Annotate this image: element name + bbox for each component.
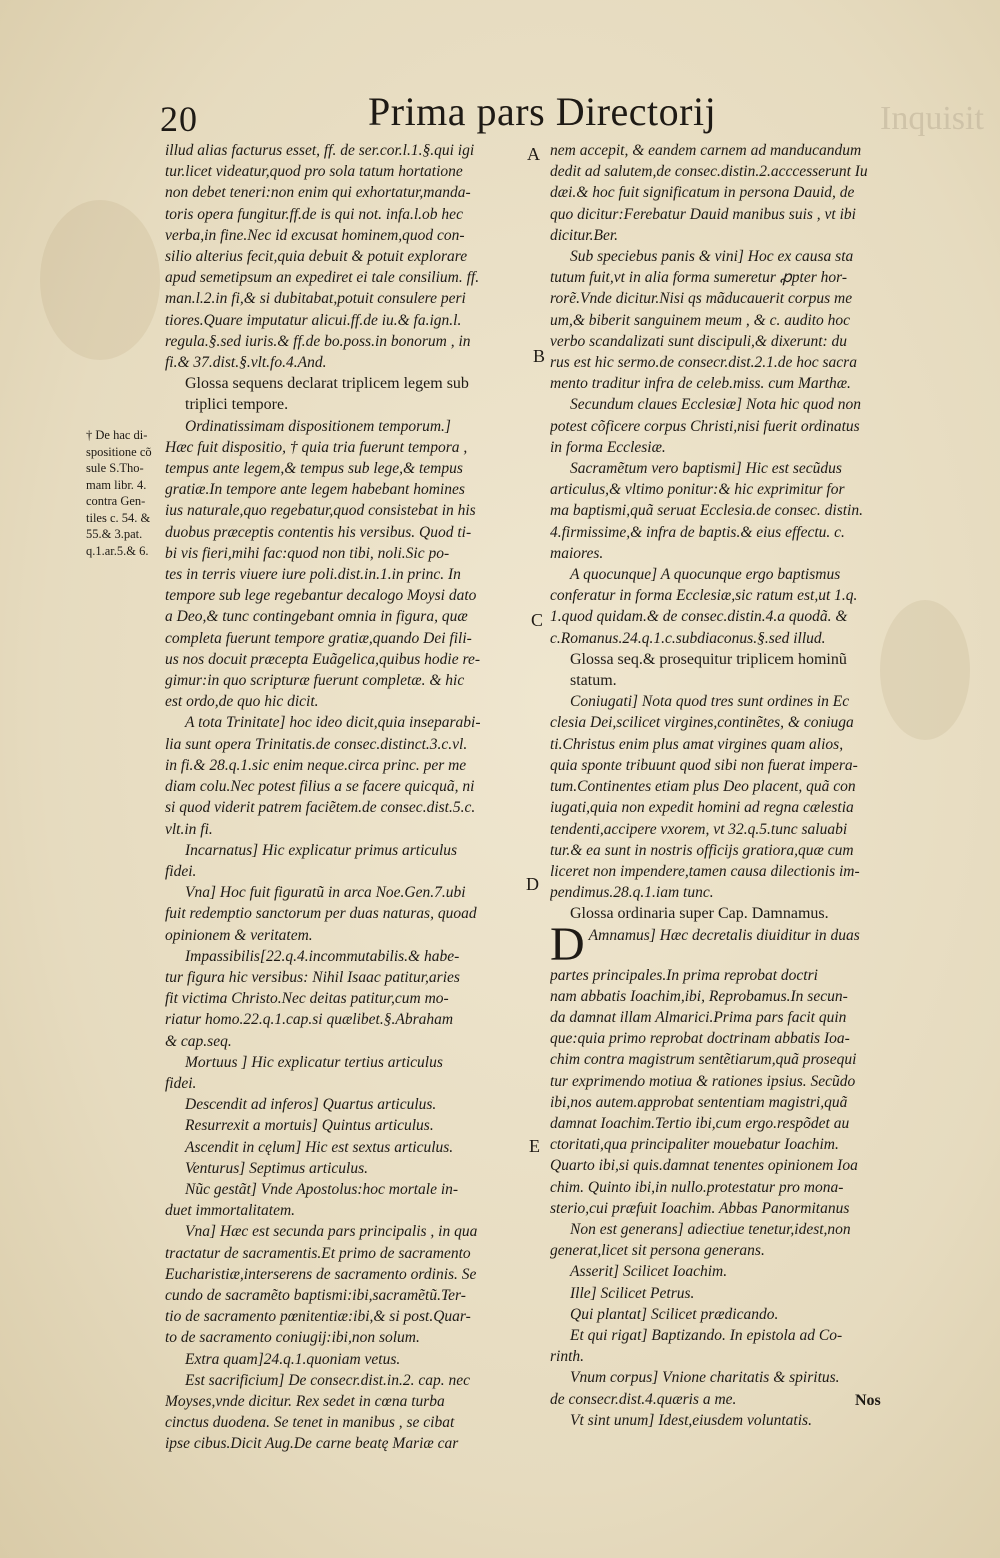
text-line: duet immortalitatem. [165,1202,296,1220]
text-line: que:quia primo reprobat doctrinam abbatis Ioa- [550,1030,850,1048]
text-line: rus est hic sermo.de consecr.dist.2.1.de hoc sacra [550,354,857,372]
text-line: A quocunque] A quocunque ergo baptismus [570,566,841,584]
text-line: si quod viderit patrem faciẽtem.de consec.dist.5.c. [165,799,476,817]
text-line: duobus præceptis contentis his versibus. Quod ti- [165,523,472,541]
text-line: quo dicitur:Ferebatur Dauid manibus suis , vt ibi [550,205,856,223]
text-line: Vnum corpus] Vnione charitatis & spiritus. [570,1369,840,1387]
text-line: illud alias facturus esset, ff. de ser.cor.l.1.§.qui igi [165,142,475,159]
text-line: gimur:in quo scripturæ fuerunt completæ. & hic [165,672,465,690]
right-column [550,140,910,1431]
text-line: Et qui rigat] Baptizando. In epistola ad Co- [570,1326,843,1344]
left-column [165,140,520,1455]
text-line: clesia Dei,scilicet virgines,continẽtes, & coniuga [550,714,854,732]
text-line: da damnat illam Almarici.Prima pars facit quin [550,1008,847,1026]
text-line: tempore sub lege regebantur decalogo Moysi dato [165,587,477,605]
margin-note-line: spositione cõ [86,444,152,459]
text-line [550,925,910,965]
running-title: Prima pars Directorij [368,89,717,134]
text-line: opinionem & veritatem. [165,926,313,944]
text-line: diam colu.Nec potest filius a se facere quicquã, ni [165,778,475,796]
text-line: pendimus.28.q.1.iam tunc. [550,884,714,902]
text-line: liceret non impendere,tamen causa dilectionis im- [550,862,860,880]
section-letter-d: D [526,874,539,894]
drop-initial: D [550,924,585,965]
text-line: Qui plantat] Scilicet prædicando. [570,1305,779,1323]
margin-note-line: mam libr. 4. [86,477,147,492]
text-line: bi vis fieri,mihi fac:quod non tibi, noli.Sic po- [165,544,450,562]
text-line: dicitur.Ber. [550,226,619,244]
text-line: cundo de sacramẽto baptismi:ibi,sacramẽtũ.Ter- [165,1286,466,1304]
text-line: Impassibilis[22.q.4.incommutabilis.& habe- [185,947,460,965]
text-line: & cap.seq. [165,1032,232,1050]
text-line: Vt sint unum] Idest,eiusdem voluntatis. [570,1411,812,1429]
text-line: Incarnatus] Hic explicatur primus articulus [185,841,458,859]
text-line: silio alterius fecit,quia debuit & potuit explorare [165,248,468,266]
text-line: Vna] Hæc est secunda pars principalis , in qua [185,1223,478,1241]
text-line: completa fuerunt tempore gratiæ,quando Dei fili- [165,629,472,647]
margin-note-line: tiles c. 54. & [86,510,151,525]
gloss-heading: triplici tempore. [185,396,289,414]
text-line: fi.& 37.dist.§.vlt.fo.4.And. [165,354,327,372]
section-letter-b: B [533,346,546,366]
section-letter-a: A [527,144,540,164]
text-line: a Deo,& tunc contingebant omnia in figura, quæ [165,608,468,626]
text-line: A tota Trinitate] hoc ideo dicit,quia inseparabi- [185,714,481,732]
margin-note-line: sule S.Tho- [86,461,144,475]
text-line: Hæc fuit dispositio, † quia tria fuerunt tempora , [165,438,468,456]
text-line: Mortuus ] Hic explicatur tertius articulus [185,1053,443,1071]
text-line: chim contra magistrum sentẽtiarum,quã prosequi [550,1051,857,1069]
text-line: toris opera fungitur.ff.de is qui not. infa.l.ob hec [165,205,463,223]
text-line: regula.§.sed iuris.& ff.de bo.poss.in bonorum , in [165,332,471,350]
text-line: Resurrexit a mortuis] Quintus articulus. [185,1117,434,1135]
text-line: gratiæ.In tempore ante legem habebant homines [165,481,465,499]
text-line: potest cõficere corpus Christi,nisi fuerit ordinatus [550,417,860,435]
paper-stain [40,200,160,360]
text-line: nem accepit, & eandem carnem ad manducandum [550,142,862,159]
text-line: verbo scandalizati sunt discipuli,& dixerunt: du [550,332,848,350]
text-line: mento traditur infra de celeb.miss. cum Marthæ. [550,375,851,393]
text-line: fidei. [165,1074,197,1092]
gloss-heading: Glossa ordinaria super Cap. Damnamus. [570,905,829,923]
text-line: cinctus duodena. Se tenet in manibus , se cibat [165,1414,455,1432]
text-line: us nos docuit præcepta Euãgelica,quibus hodie re- [165,650,480,668]
text-line: sterio,cui præfuit Ioachim. Abbas Panormitanus [550,1199,850,1217]
text-line: tractatur de sacramentis.Et primo de sacramento [165,1244,471,1262]
gloss-heading: Glossa seq.& prosequitur triplicem hominũ [570,650,847,668]
section-letter-e: E [529,1136,540,1156]
text-line: Descendit ad inferos] Quartus articulus. [185,1096,437,1114]
text-line: ipse cibus.Dicit Aug.De carne beatę Mariæ car [165,1435,459,1453]
text-line-content: Amnamus] Hæc decretalis diuiditur in duas [588,926,860,944]
text-line: riatur homo.22.q.1.cap.si quælibet.§.Abraham [165,1011,454,1029]
text-line: tur figura hic versibus: Nihil Isaac patitur,aries [165,968,460,986]
text-line: iugati,quia non expedit homini ad regna cælestia [550,799,854,817]
text-line: c.Romanus.24.q.1.c.subdiaconus.§.sed illud. [550,629,826,647]
text-line: ius naturale,quo regebatur,quod consistebat in his [165,502,476,520]
text-line: Nũc gestãt] Vnde Apostolus:hoc mortale in- [185,1180,459,1198]
text-line: ma baptismi,quã seruat Ecclesia.de consec. distin. [550,502,863,520]
text-line: est ordo,de quo hic dicit. [165,693,319,711]
text-line: tio de sacramento pœnitentiæ:ibi,& si post.Quar- [165,1308,471,1326]
text-line: Coniugati] Nota quod tres sunt ordines in Ec [570,693,850,711]
text-line: in forma Ecclesiæ. [550,438,666,456]
text-line: conferatur in forma Ecclesiæ,sic ratum est,ut 1.q. [550,587,858,605]
text-line: Ordinatissimam dispositionem temporum.] [185,417,451,435]
text-line: Sacramẽtum vero baptismi] Hic est secũdus [570,460,842,478]
text-line: Ascendit in cęlum] Hic est sextus articulus. [185,1138,454,1156]
page-number: 20 [160,99,198,139]
text-line: rinth. [550,1348,585,1366]
text-line: Non est generans] adiectiue tenetur,idest,non [570,1220,851,1238]
text-line: um,& biberit sanguinem meum , & c. audito hoc [550,311,851,329]
text-line: 4.firmissime,& infra de baptis.& eius effectu. c. [550,523,845,541]
margin-note [86,427,166,559]
text-line: tutum fuit,vt in alia forma sumeretur ꝓpter hor- [550,269,847,287]
text-line: Asserit] Scilicet Ioachim. [570,1263,728,1281]
text-line: ctoritati,qua principaliter mouebatur Ioachim. [550,1136,839,1154]
text-line: Vna] Hoc fuit figuratũ in arca Noe.Gen.7.ubi [185,884,466,902]
text-line: fuit redemptio sanctorum per duas naturas, quoad [165,905,477,923]
text-line: partes principales.In prima reprobat doctri [550,966,818,984]
text-line: vlt.in fi. [165,820,213,838]
text-line: Quarto ibi,si quis.damnat tenentes opinionem Ioa [550,1157,858,1175]
text-line: tur.licet videatur,quod pro sola tatum hortatione [165,163,463,181]
text-line: articulus,& vltimo ponitur:& hic exprimitur for [550,481,845,499]
text-line: verba,in fine.Nec id excusat hominem,quod con- [165,226,465,244]
text-line: maiores. [550,544,604,562]
text-line: man.l.2.in fi,& si dubitabat,potuit consulere peri [165,290,466,308]
text-line: Ille] Scilicet Petrus. [570,1284,695,1302]
catchword: Nos [855,1392,881,1409]
text-line: nam abbatis Ioachim,ibi, Reprobamus.In secun- [550,987,848,1005]
text-line: tes in terris viuere iure poli.dist.in.1.in princ. In [165,566,461,584]
text-line: fidei. [165,862,197,880]
margin-note-line: q.1.ar.5.& 6. [86,543,149,558]
text-line: non debet teneri:non enim qui exhortatur,manda- [165,184,471,202]
text-line: de consecr.dist.4.quæris a me. [550,1390,737,1408]
bleed-through-text: Inquisit [880,100,984,137]
text-line: ti.Christus enim plus amat virgines quam alios, [550,735,844,753]
text-line: to de sacramento coniugij:ibi,non solum. [165,1329,420,1347]
text-line: apud semetipsum an expediret ei tale consilium. ff. [165,269,480,287]
section-letter-c: C [531,610,544,630]
text-line: rorẽ.Vnde dicitur.Nisi qs mãducauerit corpus me [550,290,853,308]
text-line: Eucharistiæ,interserens de sacramento ordinis. Se [165,1265,477,1283]
text-line: dedit ad salutem,de consec.distin.2.acccesserunt Iu [550,163,868,181]
text-line: tiores.Quare imputatur alicui.ff.de iu.& fa.ign.l. [165,311,462,329]
text-line: Venturus] Septimus articulus. [185,1159,368,1177]
text-line: 1.quod quidam.& de consec.distin.4.a quodã. & [550,608,848,626]
text-line: Moyses,vnde dicitur. Rex sedet in cœna turba [165,1392,445,1410]
page-header [160,88,984,139]
margin-note-line: 55.& 3.pat. [86,527,143,541]
text-line: lia sunt opera Trinitatis.de consec.distinct.3.c.vl. [165,735,468,753]
text-line: dæi.& hoc fuit significatum in persona Dauid, de [550,184,855,202]
text-line: quia sponte tribuunt quod sibi non fuerat impera- [550,756,858,774]
text-line: tendenti,accipere vxorem, vt 32.q.5.tunc saluabi [550,820,848,838]
text-line: chim. Quinto ibi,in nullo.protestatur pro mona- [550,1178,844,1196]
text-line: Extra quam]24.q.1.quoniam vetus. [185,1350,401,1368]
text-line: tur.& ea sunt in nostris officijs gratiora,quæ cum [550,841,854,859]
text-line: tur exprimendo motiua & rationes ipsius. Secũdo [550,1072,856,1090]
text-line: Sub speciebus panis & vini] Hoc ex causa sta [570,248,854,266]
text-line: damnat Ioachim.Tertio ibi,cum ergo.respõdet au [550,1114,850,1132]
text-line: tum.Continentes etiam plus Deo placent, quã con [550,778,856,796]
margin-note-line: † De hac di- [86,428,148,442]
text-line: Secundum claues Ecclesiæ] Nota hic quod non [570,396,862,414]
margin-note-line: contra Gen- [86,494,146,508]
gloss-heading: statum. [570,672,617,690]
text-line: generat,licet sit persona generans. [550,1242,765,1260]
text-line: fit victima Christo.Nec deitas patitur,cum mo- [165,990,449,1008]
text-line: Est sacrificium] De consecr.dist.in.2. cap. nec [185,1371,470,1389]
text-line: ibi,nos autem.approbat sententiam magistri,quã [550,1093,848,1111]
text-line: in fi.& 28.q.1.sic enim neque.circa princ. per me [165,756,467,774]
text-line: tempus ante legem,& tempus sub lege,& tempus [165,460,463,478]
gloss-heading: Glossa sequens declarat triplicem legem sub [185,375,469,393]
